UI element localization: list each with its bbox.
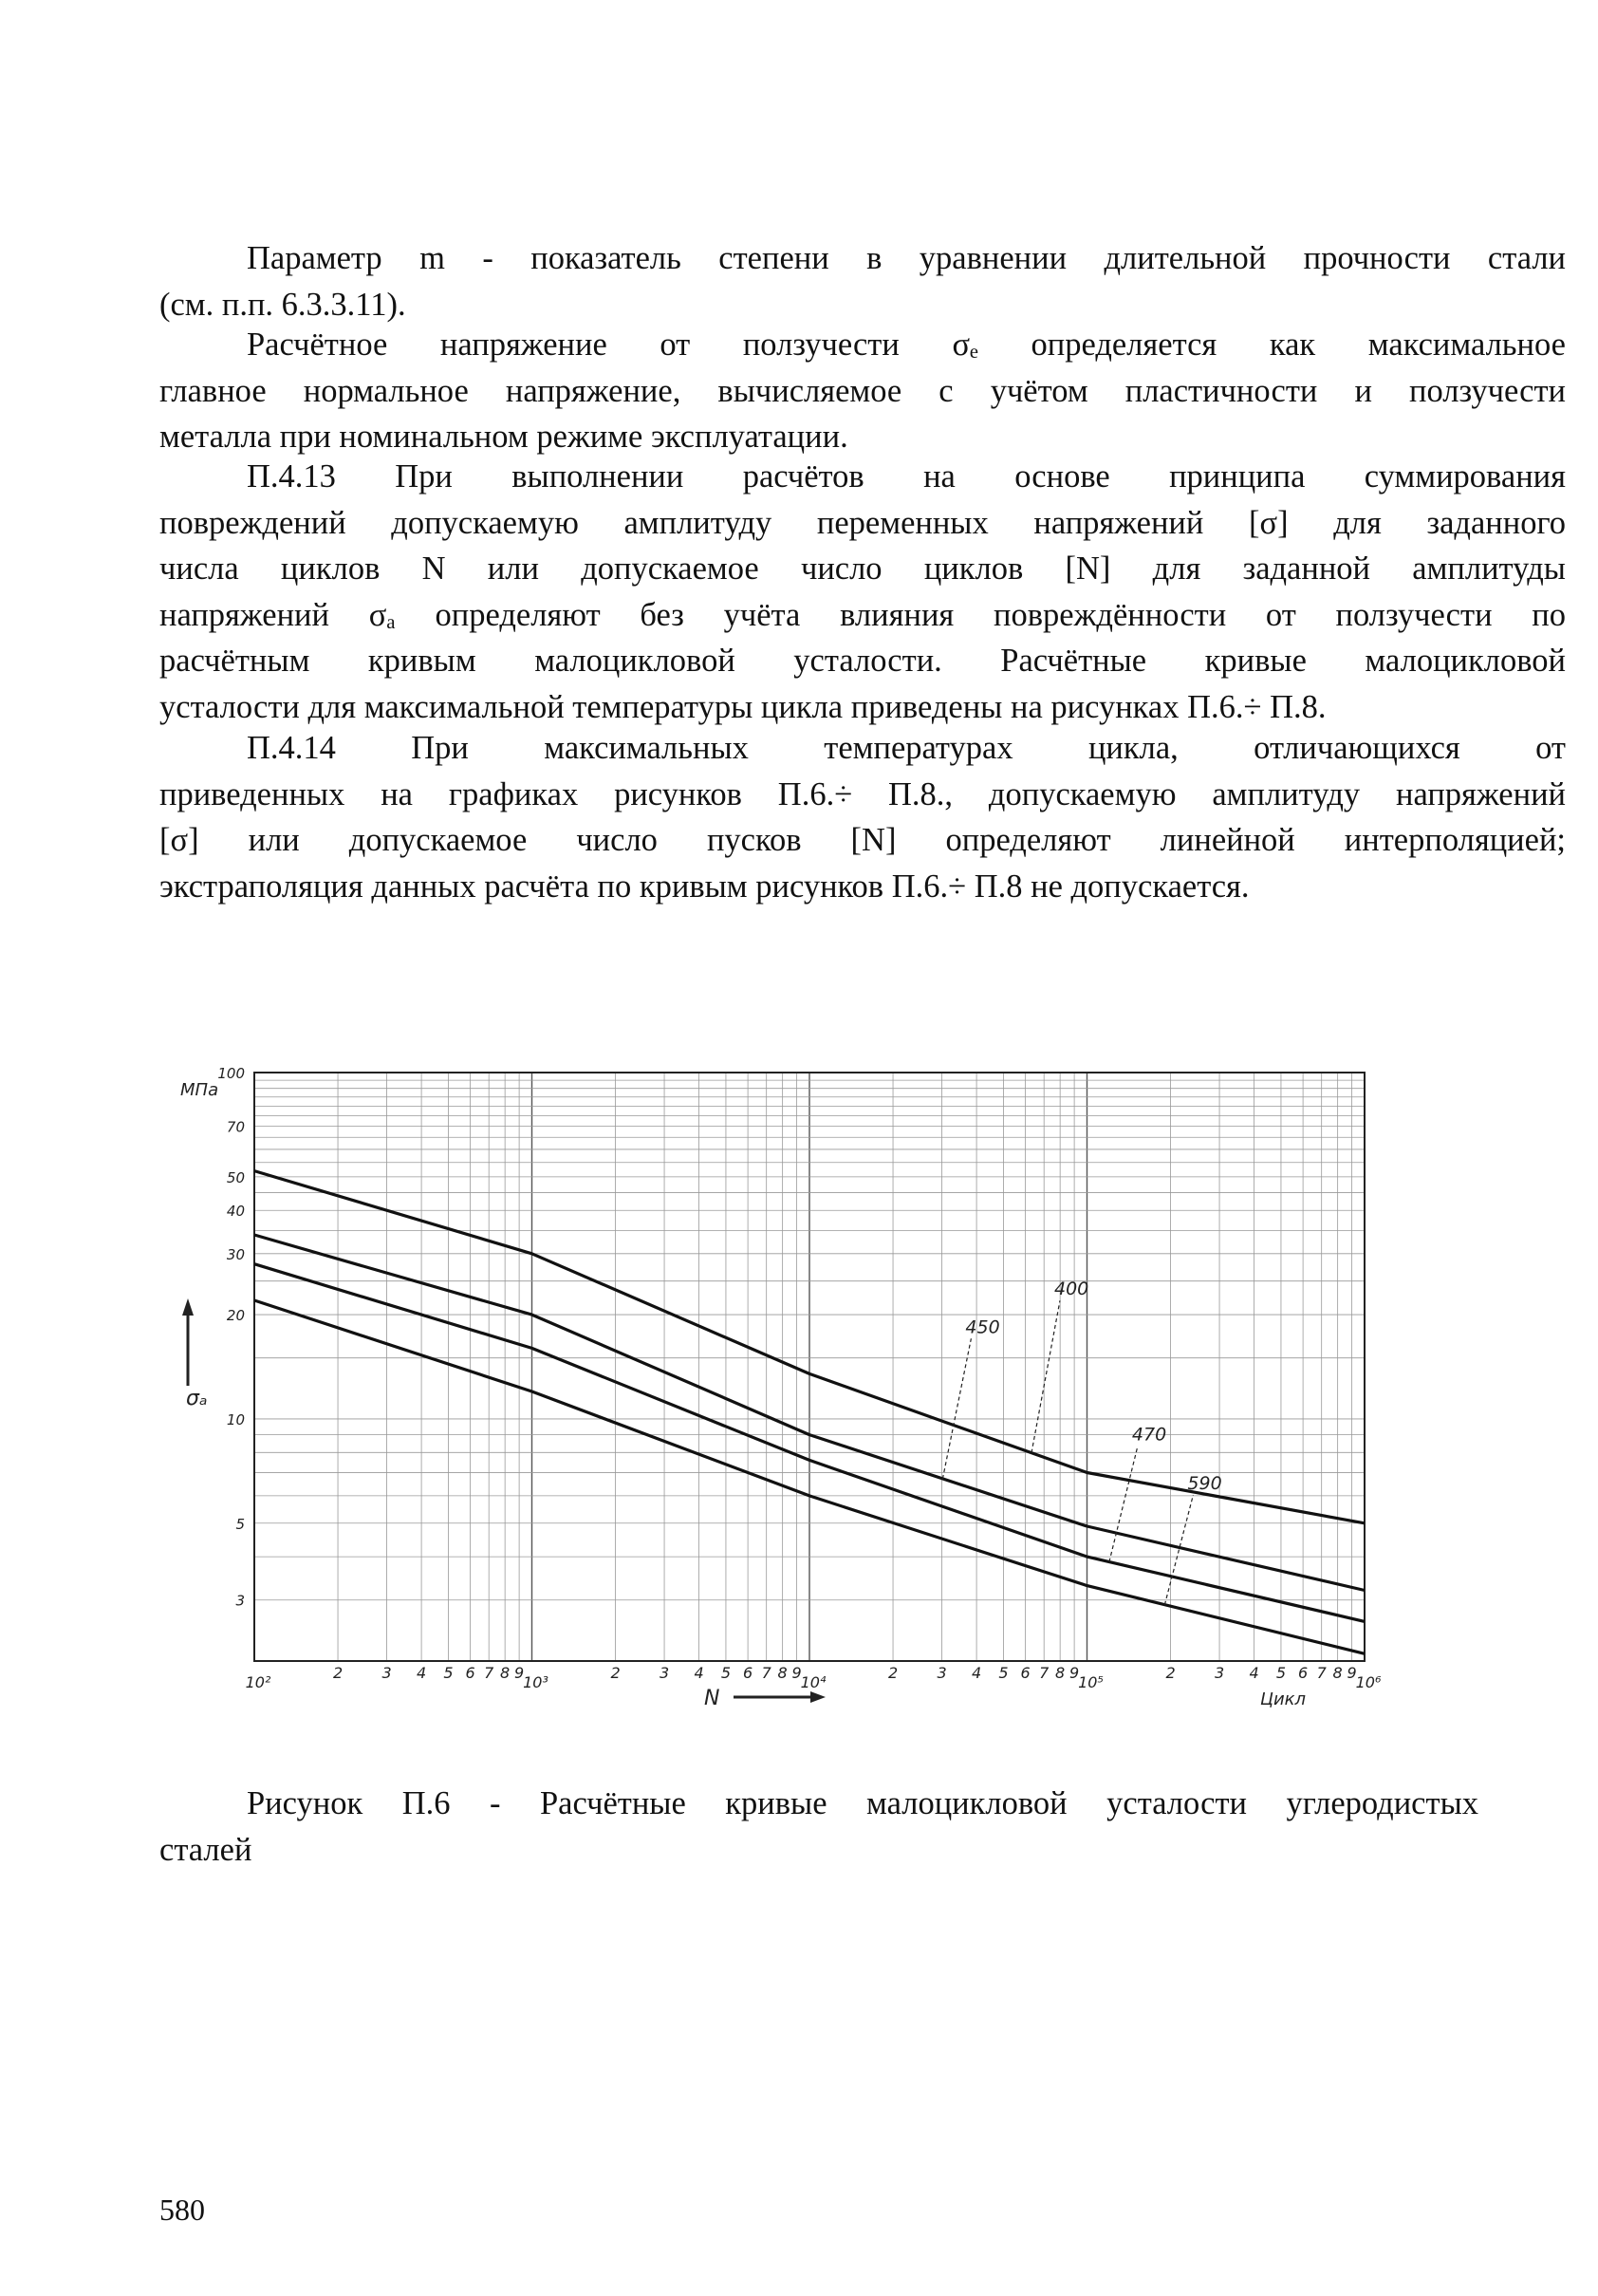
x-tick-label: 7 [484, 1664, 494, 1682]
text-line: экстраполяция данных расчёта по кривым рисунков П.6.÷ П.8 не допускается. [159, 868, 1250, 905]
x-tick-label: 6 [1298, 1664, 1309, 1682]
x-axis-arrowhead [810, 1691, 826, 1703]
y-tick-label: 30 [226, 1245, 245, 1263]
x-tick-label: 8 [500, 1664, 511, 1682]
x-tick-labels [246, 1664, 1382, 1691]
x-tick-label: 3 [659, 1664, 670, 1682]
x-tick-label: 10⁶ [1355, 1673, 1382, 1691]
y-tick-label: 5 [235, 1515, 245, 1533]
x-tick-label: 8 [1332, 1664, 1343, 1682]
y-tick-label: 20 [226, 1307, 245, 1325]
x-tick-label: 9 [514, 1664, 525, 1682]
x-tick-label: 10⁵ [1078, 1673, 1104, 1691]
x-tick-label: 4 [1249, 1664, 1259, 1682]
x-tick-label: 2 [610, 1664, 621, 1682]
y-tick-label: 100 [217, 1065, 245, 1082]
paragraph-2 [159, 322, 1566, 460]
x-tick-label: 7 [1039, 1664, 1050, 1682]
text-line: Расчётное напряжение от ползучести σₑ определяется как максимальное [247, 327, 1566, 363]
caption-line: Рисунок П.6 - Расчётные кривые малоцикловой усталости углеродистых [247, 1785, 1478, 1821]
x-tick-label: 4 [694, 1664, 704, 1682]
x-tick-label: 9 [791, 1664, 802, 1682]
text-line: П.4.14 При максимальных температурах цикла, отличающихся от [247, 730, 1566, 766]
text-line: напряжений σₐ определяют без учёта влияния повреждённости от ползучести по [159, 596, 1566, 633]
series-label-400: 400 [1054, 1279, 1089, 1300]
text-line: П.4.13 При выполнении расчётов на основе принципа суммирования [247, 458, 1566, 495]
x-axis-label: N [704, 1687, 720, 1708]
x-tick-label: 10³ [523, 1673, 548, 1691]
text-line: главное нормальное напряжение, вычисляемое с учётом пластичности и ползучести [159, 372, 1566, 409]
y-tick-label: 40 [226, 1203, 245, 1221]
x-tick-label: 4 [972, 1664, 982, 1682]
x-tick-label: 9 [1069, 1664, 1080, 1682]
caption-line: сталей [159, 1831, 252, 1868]
x-tick-label: 2 [1165, 1664, 1176, 1682]
x-unit-label: Цикл [1260, 1689, 1307, 1708]
text-line: усталости для максимальной температуры цикла приведены на рисунках П.6.÷ П.8. [159, 688, 1327, 725]
x-tick-label: 5 [1275, 1664, 1287, 1682]
x-tick-label: 3 [1214, 1664, 1225, 1682]
x-tick-label: 3 [381, 1664, 392, 1682]
text-line: приведенных на графиках рисунков П.6.÷ П.8., допускаемую амплитуду напряжений [159, 775, 1566, 812]
fatigue-curves-chart [159, 1063, 1384, 1708]
x-tick-label: 5 [998, 1664, 1009, 1682]
text-line: (см. п.п. 6.3.3.11). [159, 286, 406, 323]
x-tick-label: 7 [761, 1664, 771, 1682]
x-tick-label: 3 [937, 1664, 947, 1682]
x-tick-label: 2 [887, 1664, 899, 1682]
figure-caption [159, 1781, 1478, 1873]
x-tick-label: 6 [743, 1664, 753, 1682]
series-leader-line [1109, 1447, 1138, 1562]
y-axis-label: σₐ [186, 1387, 208, 1410]
x-tick-label: 2 [332, 1664, 344, 1682]
y-tick-label: 70 [226, 1118, 245, 1136]
x-tick-label: 10² [245, 1673, 271, 1691]
x-tick-label: 4 [417, 1664, 427, 1682]
x-tick-label: 8 [1055, 1664, 1066, 1682]
x-tick-label: 10⁴ [800, 1673, 827, 1691]
chart-grid [254, 1073, 1365, 1661]
x-tick-label: 5 [720, 1664, 732, 1682]
x-tick-label: 8 [777, 1664, 788, 1682]
series-leader-line [942, 1338, 971, 1479]
series-label-590: 590 [1187, 1473, 1222, 1495]
y-tick-label: 10 [226, 1410, 245, 1428]
text-line: Параметр m - показатель степени в уравнении длительной прочности стали [247, 240, 1566, 276]
series-leader-line [1031, 1300, 1060, 1452]
x-tick-label: 6 [1020, 1664, 1031, 1682]
page-number: 580 [159, 2193, 205, 2227]
text-line: расчётным кривым малоцикловой усталости. Расчётные кривые малоцикловой [159, 643, 1566, 679]
text-line: [σ] или допускаемое число пусков [N] определяют линейной интерполяцией; [159, 822, 1566, 858]
y-unit-label: МПа [180, 1080, 219, 1100]
x-tick-label: 5 [443, 1664, 454, 1682]
series-label-450: 450 [965, 1316, 1000, 1338]
paragraph-4 [159, 725, 1566, 909]
x-tick-label: 6 [465, 1664, 475, 1682]
text-line: повреждений допускаемую амплитуду переменных напряжений [σ] для заданного [159, 504, 1566, 541]
text-line: металла при номинальном режиме эксплуатации. [159, 419, 848, 455]
x-tick-label: 9 [1347, 1664, 1357, 1682]
series-label-470: 470 [1131, 1424, 1167, 1446]
text-line: числа циклов N или допускаемое число циклов [N] для заданной амплитуды [159, 551, 1566, 587]
y-tick-labels [217, 1065, 245, 1610]
paragraph-1 [159, 235, 1566, 327]
paragraph-3 [159, 454, 1566, 730]
y-tick-label: 3 [235, 1592, 245, 1610]
x-tick-label: 7 [1316, 1664, 1327, 1682]
y-tick-label: 50 [226, 1168, 245, 1186]
y-axis-arrowhead [182, 1298, 194, 1316]
